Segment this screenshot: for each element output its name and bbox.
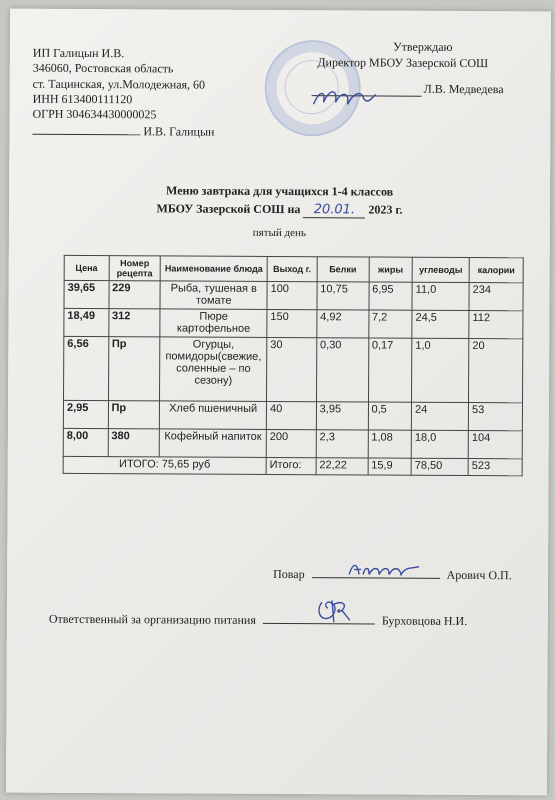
table-row	[64, 280, 523, 310]
cell-recipe: 312	[108, 309, 160, 337]
approval-position: Директор МБОУ Зазерской СОШ	[317, 55, 489, 71]
cell-carbs: 11,0	[412, 282, 469, 310]
responsible-name: Бурховцова Н.И.	[381, 613, 468, 628]
handwritten-date: 20.01.	[313, 202, 356, 218]
cell-kcal: 20	[469, 338, 523, 402]
cell-carbs: 24	[411, 402, 468, 430]
cell-dish-name: Хлеб пшеничный	[160, 401, 267, 430]
date-field	[303, 202, 365, 218]
approval-heading: Утверждаю	[393, 39, 453, 54]
responsible-signature-line	[49, 609, 467, 629]
total-kcal: 523	[468, 458, 522, 475]
header-price: Цена	[64, 255, 109, 280]
cell-protein: 10,75	[317, 282, 369, 310]
cell-protein: 3,95	[316, 402, 368, 430]
cell-price: 2,95	[63, 400, 108, 428]
header-protein: Белки	[317, 257, 369, 282]
menu-table	[63, 255, 524, 476]
cell-fat: 7,2	[368, 310, 412, 338]
table-row	[63, 428, 522, 458]
cell-protein: 2,3	[316, 430, 368, 458]
cell-price: 18,49	[64, 308, 109, 336]
supplier-signature-line	[32, 122, 214, 140]
cell-fat: 0,17	[368, 338, 412, 402]
cell-recipe: Пр	[108, 337, 160, 401]
header-recipe: Номер рецепта	[109, 256, 161, 281]
table-total-row	[63, 456, 522, 475]
menu-title: Меню завтрака для учащихся 1-4 классов	[166, 183, 394, 199]
day-label: пятый день	[252, 226, 306, 240]
year-suffix: 2023 г.	[368, 202, 403, 217]
cell-dish-name: Пюре картофельное	[160, 309, 267, 338]
director-signature	[310, 84, 380, 112]
total-label: Итого:	[266, 457, 316, 474]
cell-fat: 0,5	[368, 402, 412, 430]
cell-carbs: 1,0	[412, 338, 469, 402]
header-fat: жиры	[369, 257, 413, 282]
cell-recipe: Пр	[108, 401, 160, 429]
table-row	[63, 400, 522, 430]
supplier-inn: ИНН 613400111120	[32, 91, 133, 107]
cell-price: 8,00	[63, 428, 108, 456]
total-price: ИТОГО: 75,65 руб	[63, 456, 266, 474]
total-protein: 22,22	[316, 458, 368, 475]
supplier-address-street: ст. Тацинская, ул.Молодежная, 60	[32, 76, 206, 92]
school-prefix: МБОУ Зазерской СОШ на	[156, 201, 301, 217]
cell-carbs: 24,5	[412, 310, 469, 338]
supplier-name: ИП Галицын И.В.	[32, 45, 125, 61]
table-row	[64, 308, 523, 338]
total-fat: 15,9	[368, 458, 412, 475]
responsible-signature	[312, 596, 362, 626]
cell-recipe: 229	[109, 281, 161, 309]
supplier-signer: И.В. Галицын	[143, 124, 215, 140]
cell-fat: 1,08	[368, 430, 412, 458]
signature-blank	[32, 122, 140, 136]
cell-output: 30	[267, 337, 317, 401]
cell-dish-name: Рыба, тушеная в томате	[160, 281, 267, 310]
document-page	[6, 9, 551, 796]
table-row	[64, 336, 523, 402]
cell-dish-name: Огурцы, помидоры(свежие, соленные – по сезону)	[160, 337, 267, 402]
cell-output: 150	[267, 309, 317, 337]
cook-name: Арович О.П.	[446, 567, 512, 583]
header-dish-name: Наименование блюда	[161, 256, 268, 282]
cook-label: Повар	[273, 566, 305, 582]
cell-kcal: 104	[468, 430, 522, 458]
cell-kcal: 234	[469, 282, 523, 310]
cell-carbs: 18,0	[411, 430, 468, 458]
cell-dish-name: Кофейный напиток	[160, 429, 267, 458]
supplier-ogrn: ОГРН 304634430000025	[32, 106, 157, 122]
header-output: Выход г.	[267, 256, 317, 281]
cook-signature	[345, 558, 425, 580]
header-kcal: калории	[469, 257, 523, 282]
cell-output: 40	[266, 401, 316, 429]
cell-output: 100	[267, 281, 317, 309]
cell-kcal: 53	[468, 402, 522, 430]
cell-price: 6,56	[64, 336, 109, 400]
supplier-address-region: 346060, Ростовская область	[32, 61, 174, 76]
cell-kcal: 112	[469, 310, 523, 338]
cell-protein: 0,30	[316, 338, 368, 402]
responsible-label: Ответственный за организацию питания	[48, 611, 256, 627]
cell-protein: 4,92	[317, 310, 369, 338]
header-carbs: углеводы	[412, 257, 469, 282]
table-header-row	[64, 255, 523, 282]
cell-output: 200	[266, 429, 316, 457]
approval-signer: Л.В. Медведева	[423, 81, 504, 97]
cell-fat: 6,95	[369, 282, 413, 310]
total-carbs: 78,50	[411, 458, 468, 475]
supplier-block	[32, 46, 215, 141]
cell-price: 39,65	[64, 280, 109, 308]
menu-subtitle	[9, 201, 550, 220]
cell-recipe: 380	[108, 429, 160, 457]
